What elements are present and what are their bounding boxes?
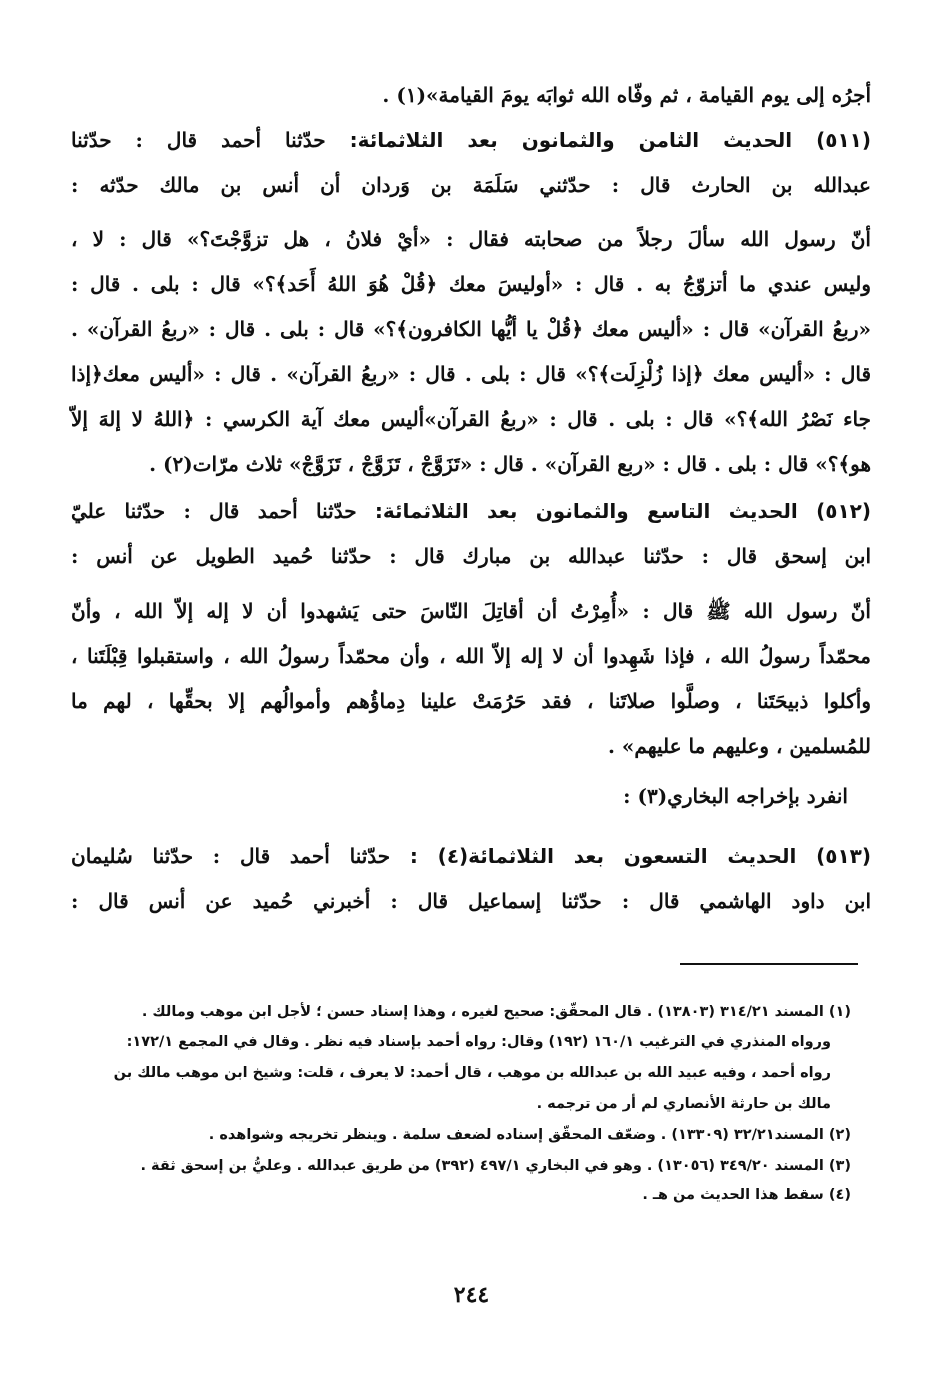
line-text: أنّ رسول الله سألَ رجلاً من صحابته فقال : «أيْ فلانُ ، هل تزوَّجْتَ؟» قال : لا ، (71, 227, 871, 251)
footnote: (٢) المسند٣٢/٢١ (١٣٣٠٩) . وضعّف المحقّق إسناده لضعف سلمة . وينظر تخريجه وشواهده . (208, 1127, 851, 1143)
text-line (71, 886, 871, 916)
text-line (48, 781, 848, 811)
line-heading: (٥١٢) الحديث التاسع والثمانون بعد الثلاثمائة: (374, 499, 871, 523)
footnote: (٤) سقط هذا الحديث من هـ . (642, 1187, 851, 1203)
text-line (71, 641, 871, 671)
footnote: ورواه المنذري في الترغيب ١٦٠/١ (١٩٢) وقال: رواه أحمد بإسناد فيه نظر . وقال في المجمع ١٧٢/١: (126, 1034, 831, 1050)
line-text: حدّثنا أحمد قال : حدّثنا (71, 128, 350, 152)
footnote: (٣) المسند ٣٤٩/٢٠ (١٣٠٥٦) . وهو في البخاري ٤٩٧/١ (٣٩٢) من طريق عبدالله . وعليُّ بن إسحق ثقة . (140, 1158, 851, 1174)
line-text: قال : «أليس معك ﴿إذا زُلْزِلَت﴾؟» قال : بلى . قال : «ربعُ القرآن» . قال : «أليس معك﴿إذا (71, 362, 871, 386)
line-text: عبدالله بن الحارث قال : حدّثني سَلَمَة بن وَردان أن أنس بن مالك حدّثه : (71, 173, 871, 197)
text-line (71, 224, 871, 254)
footnote: (١) المسند ٣١٤/٢١ (١٣٨٠٣) . قال المحقّق: صحيح لغيره ، وهذا إسناد حسن ؛ لأجل ابن موهب ومالك . (141, 1004, 851, 1020)
line-text: وليس عندي ما أتزوّجُ به . قال : «أوليسَ معك ﴿قُلْ هُوَ اللهُ أَحَد﴾؟» قال : بلى . قال : (71, 272, 871, 296)
line-text: محمّداً رسولُ الله ، فإذا شَهِدوا أن لا إله إلاّ الله ، وأن محمّداً رسولُ الله ، واستقبلوا قِبْلَتَنا ، (71, 644, 871, 668)
text-line (71, 170, 871, 200)
text-line (71, 541, 871, 571)
hadith-heading-513 (71, 841, 871, 871)
text-line (71, 269, 871, 299)
line-heading: (٥١٣) الحديث التسعون بعد الثلاثمائة(٤) : (409, 844, 871, 868)
text-line (71, 80, 871, 110)
text-line (71, 449, 871, 479)
text-line (71, 596, 871, 626)
line-text: جاء نَصْرُ الله﴾؟» قال : بلى . قال : «ربعُ القرآن»أليس معك آية الكرسي : ﴿اللهُ لا إلهَ إلاّ (71, 407, 871, 431)
line-text: للمُسلمين ، وعليهم ما عليهم» . (608, 734, 871, 758)
hadith-heading-511 (71, 125, 871, 155)
text-line (71, 731, 871, 761)
hadith-heading-512 (71, 496, 871, 526)
text-line (71, 359, 871, 389)
line-text: أنّ رسول الله ﷺ قال : «أُمِرْتُ أن أقاتِلَ النّاسَ حتى يَشهدوا أن لا إله إلاّ الله ، وأنّ (71, 599, 871, 623)
text-line (71, 686, 871, 716)
line-text: ابن داود الهاشمي قال : حدّثنا إسماعيل قال : أخبرني حُميد عن أنس قال : (71, 889, 871, 913)
line-text: أجرُه إلى يوم القيامة ، ثم وفّاه الله ثوابَه يومَ القيامة»(١) . (382, 83, 871, 107)
line-text: ابن إسحق قال : حدّثنا عبدالله بن مبارك قال : حدّثنا حُميد الطويل عن أنس : (71, 544, 871, 568)
footnote: مالك بن حارثة الأنصاري لم أر من ترجمه . (536, 1096, 831, 1112)
footnote-divider (680, 963, 858, 965)
line-text: هو﴾؟» قال : بلى . قال : «ربع القرآن» . قال : «تَزَوَّجْ ، تَزَوَّجْ ، تَزَوَّجْ» ثلاث مرّات(٢) . (149, 452, 871, 476)
text-line (71, 314, 871, 344)
line-text: حدّثنا أحمد قال : حدّثنا عليّ (71, 499, 375, 523)
line-text: انفرد بإخراجه البخاري(٣) : (623, 784, 848, 808)
text-line (71, 404, 871, 434)
page-number: ٢٤٤ (453, 1282, 490, 1308)
line-text: وأكلوا ذبيحَتَنا ، وصلَّوا صلاتَنا ، فقد حَرُمَتْ علينا دِماؤُهم وأموالُهم إلا بحقِّها ، لهم ما (71, 689, 871, 713)
line-text: «ربعُ القرآن» قال : «أليس معك ﴿قُلْ يا أيُّها الكافرون﴾؟» قال : بلى . قال : «ربعُ القرآن» . (71, 317, 871, 341)
line-text: حدّثنا أحمد قال : حدّثنا سُليمان (71, 844, 410, 868)
line-heading: (٥١١) الحديث الثامن والثمانون بعد الثلاثمائة: (349, 128, 871, 152)
footnote: رواه أحمد ، وفيه عبيد الله بن عبدالله بن موهب ، قال أحمد: لا يعرف ، قلت: وشيخ ابن موهب مالك بن (113, 1065, 831, 1081)
